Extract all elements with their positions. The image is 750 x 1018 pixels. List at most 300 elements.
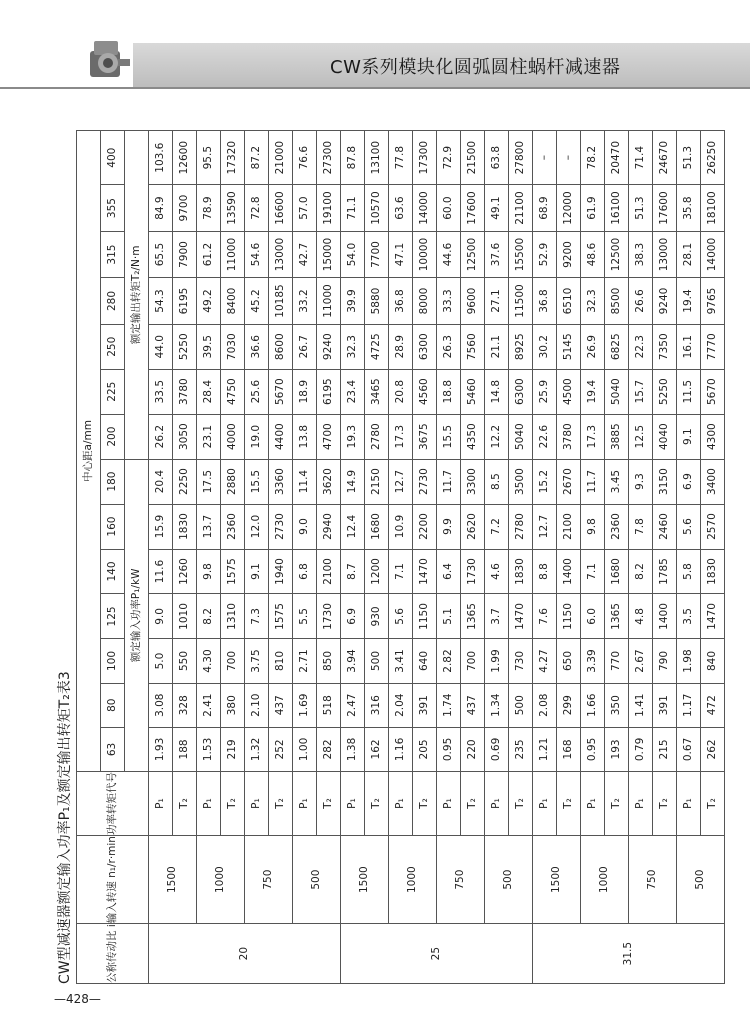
value-cell: 252 <box>269 727 293 771</box>
value-cell: 3620 <box>317 459 341 504</box>
value-cell: 3.39 <box>581 639 605 683</box>
value-cell: 5670 <box>701 369 725 414</box>
value-cell: 6195 <box>317 369 341 414</box>
value-cell: 2.10 <box>245 683 269 727</box>
value-cell: 5.6 <box>677 504 701 549</box>
size-header: 125 <box>101 594 125 639</box>
value-cell: 63.6 <box>389 185 413 231</box>
code-cell: P₁ <box>341 772 365 836</box>
value-cell: 3465 <box>365 369 389 414</box>
code-cell: T₂ <box>557 772 581 836</box>
value-cell: 9.1 <box>245 549 269 594</box>
value-cell: 2940 <box>317 504 341 549</box>
value-cell: 24670 <box>653 131 677 185</box>
speed-cell: 750 <box>629 836 677 924</box>
table-row <box>197 131 221 984</box>
value-cell: 6825 <box>605 324 629 369</box>
value-cell: 26.2 <box>149 414 173 459</box>
value-cell: 1470 <box>509 594 533 639</box>
value-cell: 17320 <box>221 131 245 185</box>
table-row <box>533 131 557 984</box>
value-cell: 36.8 <box>533 278 557 324</box>
value-cell: 21.1 <box>485 324 509 369</box>
value-cell: 9.0 <box>293 504 317 549</box>
speed-cell: 500 <box>485 836 533 924</box>
value-cell: 11.5 <box>677 369 701 414</box>
value-cell: 1150 <box>413 594 437 639</box>
value-cell: 437 <box>269 683 293 727</box>
value-cell: 17.3 <box>389 414 413 459</box>
value-cell: 19.4 <box>677 278 701 324</box>
value-cell: 3.08 <box>149 683 173 727</box>
size-header: 355 <box>101 185 125 231</box>
value-cell: 26.3 <box>437 324 461 369</box>
value-cell: 4.6 <box>485 549 509 594</box>
value-cell: 3050 <box>173 414 197 459</box>
value-cell: 299 <box>557 683 581 727</box>
value-cell: 12000 <box>557 185 581 231</box>
value-cell: 6.0 <box>581 594 605 639</box>
ratio-cell: 20 <box>149 924 341 984</box>
value-cell: 2620 <box>461 504 485 549</box>
col-header-ratio: 公称传动比 i <box>77 924 149 984</box>
value-cell: 44.6 <box>437 231 461 277</box>
value-cell: 28.1 <box>677 231 701 277</box>
value-cell: 700 <box>461 639 485 683</box>
value-cell: 1730 <box>461 549 485 594</box>
value-cell: 1400 <box>653 594 677 639</box>
speed-cell: 1500 <box>533 836 581 924</box>
code-cell: P₁ <box>533 772 557 836</box>
size-header: 180 <box>101 459 125 504</box>
table-row <box>341 131 365 984</box>
value-cell: 0.69 <box>485 727 509 771</box>
value-cell: 4.8 <box>629 594 653 639</box>
value-cell: 25.9 <box>533 369 557 414</box>
speed-cell: 1500 <box>149 836 197 924</box>
code-cell: P₁ <box>197 772 221 836</box>
value-cell: 5250 <box>173 324 197 369</box>
value-cell: 17.3 <box>581 414 605 459</box>
value-cell: 37.6 <box>485 231 509 277</box>
value-cell: 12.2 <box>485 414 509 459</box>
value-cell: 0.67 <box>677 727 701 771</box>
value-cell: 500 <box>509 683 533 727</box>
header-rule <box>0 87 750 89</box>
value-cell: 4750 <box>221 369 245 414</box>
value-cell: 16100 <box>605 185 629 231</box>
code-cell: T₂ <box>461 772 485 836</box>
table-row <box>293 131 317 984</box>
rotated-content <box>55 130 727 984</box>
value-cell: 27800 <box>509 131 533 185</box>
value-cell: 2.71 <box>293 639 317 683</box>
value-cell: 6510 <box>557 278 581 324</box>
value-cell: 550 <box>173 639 197 683</box>
value-cell: 7.6 <box>533 594 557 639</box>
value-cell: 2730 <box>413 459 437 504</box>
value-cell: 2730 <box>269 504 293 549</box>
value-cell: 8500 <box>605 278 629 324</box>
size-header: 400 <box>101 131 125 185</box>
value-cell: 1200 <box>365 549 389 594</box>
value-cell: 5040 <box>605 369 629 414</box>
value-cell: 2780 <box>509 504 533 549</box>
value-cell: 11.7 <box>437 459 461 504</box>
center-distance-header: 中心距a/mm <box>77 131 101 772</box>
value-cell: 9200 <box>557 231 581 277</box>
value-cell: 10000 <box>413 231 437 277</box>
rotated-table-area <box>55 130 727 984</box>
value-cell: 26250 <box>701 131 725 185</box>
speed-cell: 1000 <box>581 836 629 924</box>
value-cell: 1.53 <box>197 727 221 771</box>
value-cell: 42.7 <box>293 231 317 277</box>
value-cell: 49.2 <box>197 278 221 324</box>
value-cell: 38.3 <box>629 231 653 277</box>
value-cell: 437 <box>461 683 485 727</box>
value-cell: 49.1 <box>485 185 509 231</box>
value-cell: 7.2 <box>485 504 509 549</box>
value-cell: 28.4 <box>197 369 221 414</box>
value-cell: 19.0 <box>245 414 269 459</box>
value-cell: 63.8 <box>485 131 509 185</box>
value-cell: 2460 <box>653 504 677 549</box>
value-cell: 472 <box>701 683 725 727</box>
value-cell: 3300 <box>461 459 485 504</box>
value-cell: 54.6 <box>245 231 269 277</box>
value-cell: 6.4 <box>437 549 461 594</box>
value-cell: 13100 <box>365 131 389 185</box>
value-cell: 3150 <box>653 459 677 504</box>
value-cell: 1575 <box>269 594 293 639</box>
value-cell: 11000 <box>317 278 341 324</box>
value-cell: 3.75 <box>245 639 269 683</box>
value-cell: 9.8 <box>581 504 605 549</box>
value-cell: 15500 <box>509 231 533 277</box>
value-cell: 1310 <box>221 594 245 639</box>
value-cell: 8.7 <box>341 549 365 594</box>
value-cell: 220 <box>461 727 485 771</box>
value-cell: 44.0 <box>149 324 173 369</box>
value-cell: 1.66 <box>581 683 605 727</box>
value-cell: 2.41 <box>197 683 221 727</box>
value-cell: 21500 <box>461 131 485 185</box>
gear-reducer-icon <box>88 33 132 83</box>
value-cell: 168 <box>557 727 581 771</box>
value-cell: 3780 <box>557 414 581 459</box>
value-cell: 7700 <box>365 231 389 277</box>
code-cell: P₁ <box>149 772 173 836</box>
value-cell: 9.9 <box>437 504 461 549</box>
value-cell: 3.41 <box>389 639 413 683</box>
table-row <box>485 131 509 984</box>
value-cell: 4.30 <box>197 639 221 683</box>
value-cell: 1400 <box>557 549 581 594</box>
value-cell: 1.38 <box>341 727 365 771</box>
speed-cell: 1500 <box>341 836 389 924</box>
value-cell: 60.0 <box>437 185 461 231</box>
value-cell: 71.1 <box>341 185 365 231</box>
value-cell: 78.2 <box>581 131 605 185</box>
value-cell: 2250 <box>173 459 197 504</box>
value-cell: 1.99 <box>485 639 509 683</box>
value-cell: 12500 <box>461 231 485 277</box>
value-cell: 2780 <box>365 414 389 459</box>
code-cell: T₂ <box>701 772 725 836</box>
value-cell: 700 <box>221 639 245 683</box>
value-cell: 71.4 <box>629 131 653 185</box>
value-cell: 7560 <box>461 324 485 369</box>
table-row <box>581 131 605 984</box>
value-cell: 13590 <box>221 185 245 231</box>
value-cell: 11.7 <box>581 459 605 504</box>
value-cell: 3675 <box>413 414 437 459</box>
value-cell: 16600 <box>269 185 293 231</box>
value-cell: 23.1 <box>197 414 221 459</box>
value-cell: 328 <box>173 683 197 727</box>
value-cell: 518 <box>317 683 341 727</box>
value-cell: 13000 <box>653 231 677 277</box>
value-cell: 9.8 <box>197 549 221 594</box>
speed-cell: 750 <box>245 836 293 924</box>
value-cell: 20.4 <box>149 459 173 504</box>
value-cell: 193 <box>605 727 629 771</box>
value-cell: 28.9 <box>389 324 413 369</box>
value-cell: 17600 <box>461 185 485 231</box>
value-cell: 1680 <box>605 549 629 594</box>
value-cell: 391 <box>653 683 677 727</box>
value-cell: 68.9 <box>533 185 557 231</box>
value-cell: 1470 <box>413 549 437 594</box>
value-cell: 282 <box>317 727 341 771</box>
value-cell: 87.2 <box>245 131 269 185</box>
value-cell: 790 <box>653 639 677 683</box>
code-cell: T₂ <box>413 772 437 836</box>
value-cell: 20470 <box>605 131 629 185</box>
size-header: 140 <box>101 549 125 594</box>
value-cell: 13.8 <box>293 414 317 459</box>
value-cell: 12500 <box>605 231 629 277</box>
value-cell: 11000 <box>221 231 245 277</box>
value-cell: 4400 <box>269 414 293 459</box>
value-cell: 54.0 <box>341 231 365 277</box>
value-cell: 2.08 <box>533 683 557 727</box>
value-cell: 30.2 <box>533 324 557 369</box>
size-header: 160 <box>101 504 125 549</box>
value-cell: 19.3 <box>341 414 365 459</box>
value-cell: 18.9 <box>293 369 317 414</box>
value-cell: 19.4 <box>581 369 605 414</box>
value-cell: 6195 <box>173 278 197 324</box>
table-row <box>389 131 413 984</box>
value-cell: 51.3 <box>629 185 653 231</box>
value-cell: 12.7 <box>533 504 557 549</box>
value-cell: 350 <box>605 683 629 727</box>
value-cell: 12.4 <box>341 504 365 549</box>
value-cell: 2.47 <box>341 683 365 727</box>
value-cell: 84.9 <box>149 185 173 231</box>
code-cell: P₁ <box>293 772 317 836</box>
ratio-cell: 31.5 <box>533 924 725 984</box>
value-cell: 9.3 <box>629 459 653 504</box>
value-cell: 1365 <box>605 594 629 639</box>
value-cell: 9240 <box>317 324 341 369</box>
value-cell: 14.8 <box>485 369 509 414</box>
value-cell: 33.3 <box>437 278 461 324</box>
col-header-speed: 输入转速 n₁/r·min <box>77 836 149 924</box>
value-cell: – <box>557 131 581 185</box>
value-cell: 5250 <box>653 369 677 414</box>
value-cell: 17600 <box>653 185 677 231</box>
value-cell: 8000 <box>413 278 437 324</box>
value-cell: 3.94 <box>341 639 365 683</box>
value-cell: 7030 <box>221 324 245 369</box>
value-cell: 1.98 <box>677 639 701 683</box>
value-cell: 4040 <box>653 414 677 459</box>
value-cell: 10570 <box>365 185 389 231</box>
value-cell: 5040 <box>509 414 533 459</box>
value-cell: 1.41 <box>629 683 653 727</box>
value-cell: 810 <box>269 639 293 683</box>
value-cell: 7900 <box>173 231 197 277</box>
value-cell: 3.5 <box>677 594 701 639</box>
header-title: CW系列模块化圆弧圆柱蜗杆减速器 <box>330 57 621 78</box>
value-cell: 15.5 <box>437 414 461 459</box>
header-row <box>77 131 101 984</box>
value-cell: 6300 <box>509 369 533 414</box>
speed-cell: 750 <box>437 836 485 924</box>
value-cell: 3500 <box>509 459 533 504</box>
value-cell: 4500 <box>557 369 581 414</box>
value-cell: 15.5 <box>245 459 269 504</box>
value-cell: 730 <box>509 639 533 683</box>
value-cell: 26.7 <box>293 324 317 369</box>
value-cell: 72.8 <box>245 185 269 231</box>
value-cell: 8.8 <box>533 549 557 594</box>
code-cell: P₁ <box>437 772 461 836</box>
value-cell: 87.8 <box>341 131 365 185</box>
value-cell: 2360 <box>605 504 629 549</box>
value-cell: 1260 <box>173 549 197 594</box>
value-cell: 13000 <box>269 231 293 277</box>
col-header-code: 功率转矩代号 <box>77 772 149 836</box>
value-cell: 12.7 <box>389 459 413 504</box>
value-cell: 316 <box>365 683 389 727</box>
value-cell: 45.2 <box>245 278 269 324</box>
value-cell: 6300 <box>413 324 437 369</box>
value-cell: 12.5 <box>629 414 653 459</box>
value-cell: 1.21 <box>533 727 557 771</box>
value-cell: 1680 <box>365 504 389 549</box>
value-cell: 18.8 <box>437 369 461 414</box>
page-header <box>0 43 750 87</box>
value-cell: 65.5 <box>149 231 173 277</box>
value-cell: 95.5 <box>197 131 221 185</box>
value-cell: 5.6 <box>389 594 413 639</box>
value-cell: 3780 <box>173 369 197 414</box>
code-cell: T₂ <box>317 772 341 836</box>
value-cell: 380 <box>221 683 245 727</box>
value-cell: 1010 <box>173 594 197 639</box>
rating-table <box>76 130 725 984</box>
value-cell: 36.6 <box>245 324 269 369</box>
value-cell: 2150 <box>365 459 389 504</box>
value-cell: 35.8 <box>677 185 701 231</box>
torque-label: 额定输出转矩T₂/N·m <box>125 131 149 460</box>
value-cell: 500 <box>365 639 389 683</box>
value-cell: 7350 <box>653 324 677 369</box>
value-cell: 15000 <box>317 231 341 277</box>
value-cell: 4300 <box>701 414 725 459</box>
value-cell: 9.1 <box>677 414 701 459</box>
value-cell: 5460 <box>461 369 485 414</box>
value-cell: 1730 <box>317 594 341 639</box>
value-cell: 39.9 <box>341 278 365 324</box>
value-cell: 11.4 <box>293 459 317 504</box>
value-cell: 33.5 <box>149 369 173 414</box>
size-header: 63 <box>101 727 125 771</box>
speed-cell: 1000 <box>197 836 245 924</box>
code-cell: T₂ <box>173 772 197 836</box>
value-cell: 27300 <box>317 131 341 185</box>
value-cell: 9600 <box>461 278 485 324</box>
value-cell: 11500 <box>509 278 533 324</box>
value-cell: 4725 <box>365 324 389 369</box>
value-cell: 8.5 <box>485 459 509 504</box>
value-cell: 52.9 <box>533 231 557 277</box>
value-cell: – <box>533 131 557 185</box>
value-cell: 650 <box>557 639 581 683</box>
value-cell: 2670 <box>557 459 581 504</box>
code-cell: P₁ <box>581 772 605 836</box>
code-cell: P₁ <box>677 772 701 836</box>
value-cell: 12600 <box>173 131 197 185</box>
code-cell: P₁ <box>629 772 653 836</box>
value-cell: 15.9 <box>149 504 173 549</box>
value-cell: 3.7 <box>485 594 509 639</box>
code-cell: T₂ <box>269 772 293 836</box>
value-cell: 8.2 <box>197 594 221 639</box>
value-cell: 1830 <box>173 504 197 549</box>
size-header: 225 <box>101 369 125 414</box>
value-cell: 6.9 <box>677 459 701 504</box>
value-cell: 32.3 <box>581 278 605 324</box>
value-cell: 48.6 <box>581 231 605 277</box>
value-cell: 2880 <box>221 459 245 504</box>
value-cell: 33.2 <box>293 278 317 324</box>
value-cell: 15.7 <box>629 369 653 414</box>
value-cell: 9240 <box>653 278 677 324</box>
value-cell: 1.74 <box>437 683 461 727</box>
value-cell: 930 <box>365 594 389 639</box>
value-cell: 3360 <box>269 459 293 504</box>
value-cell: 10185 <box>269 278 293 324</box>
value-cell: 8925 <box>509 324 533 369</box>
value-cell: 14000 <box>701 231 725 277</box>
value-cell: 8600 <box>269 324 293 369</box>
size-header: 315 <box>101 231 125 277</box>
value-cell: 17300 <box>413 131 437 185</box>
value-cell: 0.95 <box>581 727 605 771</box>
value-cell: 1.69 <box>293 683 317 727</box>
value-cell: 78.9 <box>197 185 221 231</box>
size-header: 250 <box>101 324 125 369</box>
value-cell: 235 <box>509 727 533 771</box>
speed-cell: 1000 <box>389 836 437 924</box>
value-cell: 4000 <box>221 414 245 459</box>
value-cell: 1.32 <box>245 727 269 771</box>
